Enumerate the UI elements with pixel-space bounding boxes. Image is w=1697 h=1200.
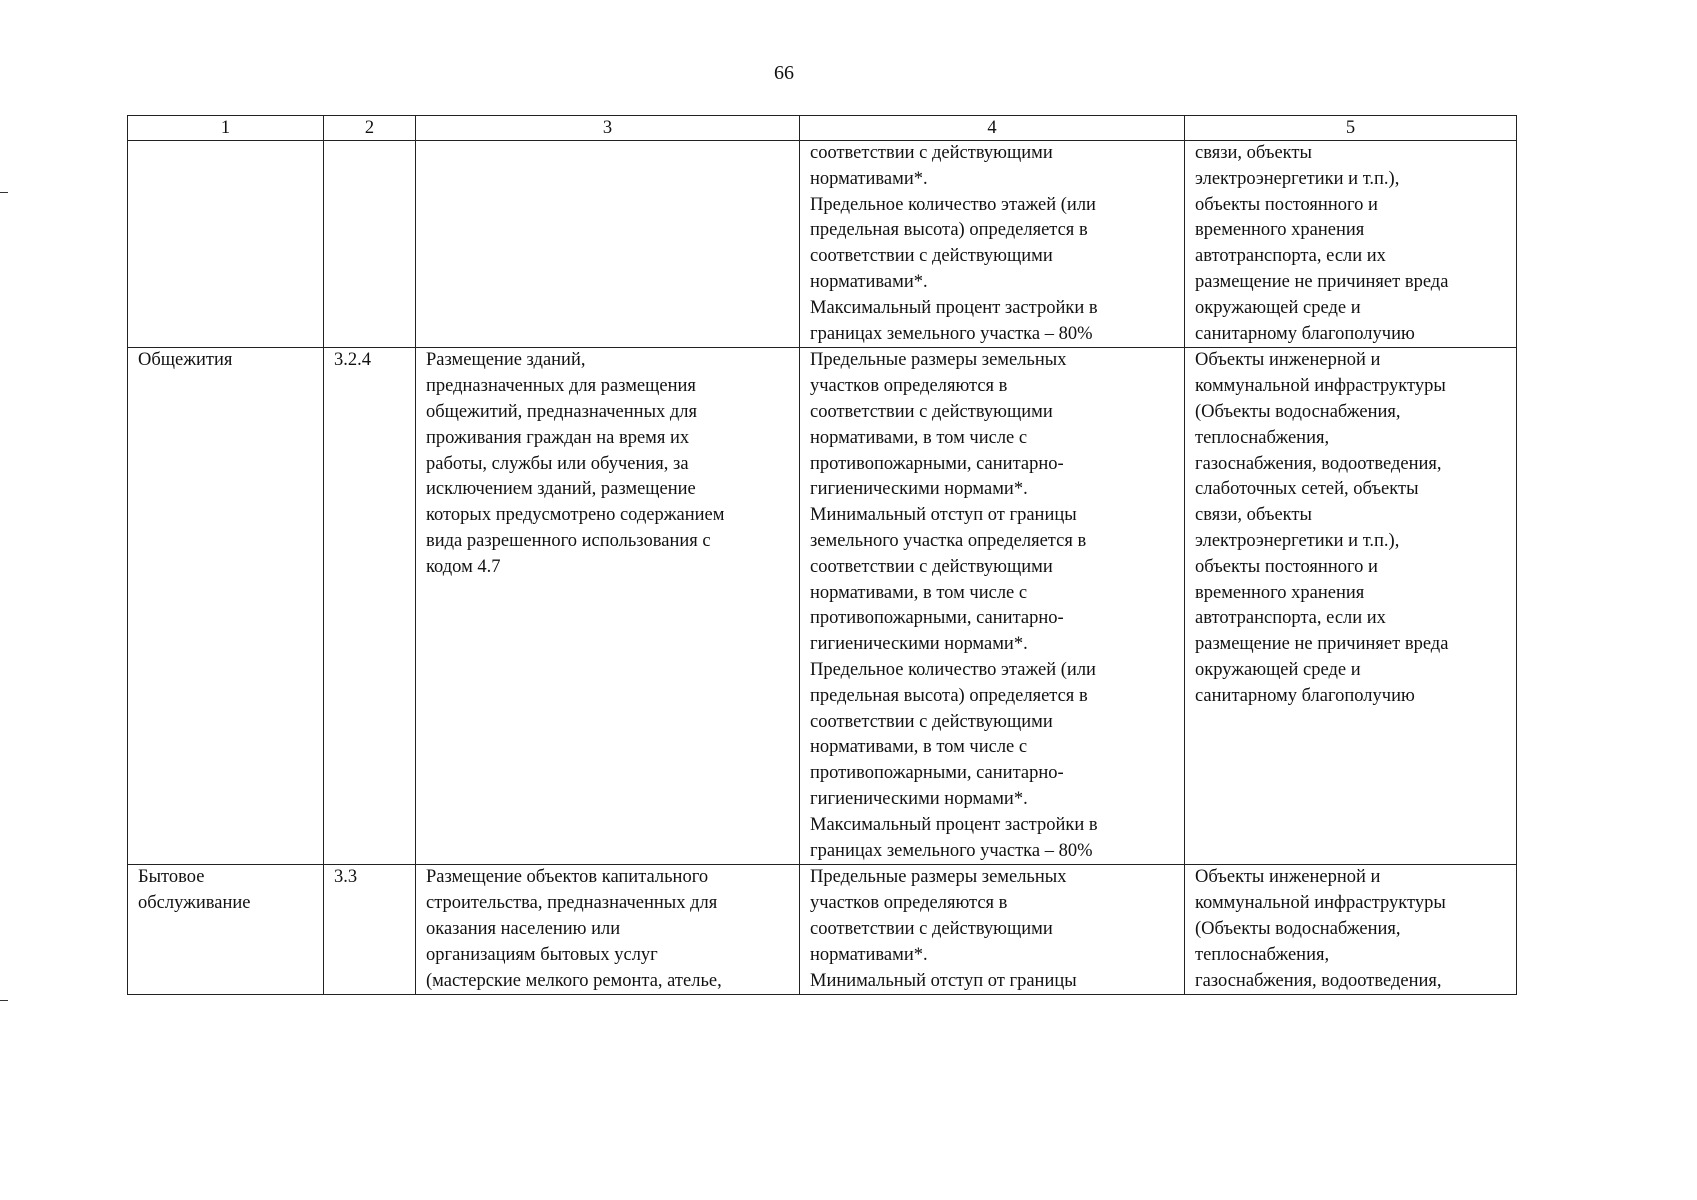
auxiliary-uses: связи, объекты электроэнергетики и т.п.), объекты постоянного и временного хранения автотранспорта, если их размещение не причиняет вреда окружающей среде и санитарному благополучию [1185,141,1517,348]
scan-edge-mark [0,192,8,193]
land-use-table [127,115,1517,995]
use-type-code: 3.2.4 [324,348,416,865]
column-number: 2 [324,116,416,141]
table-row [128,141,1517,348]
use-type-code [324,141,416,348]
use-type-name: Общежития [128,348,324,865]
column-number: 4 [800,116,1185,141]
use-type-description [416,141,800,348]
page-number: 66 [774,62,794,84]
building-parameters: Предельные размеры земельных участков определяются в соответствии с действующими нормативами*. Минимальный отступ от границы [800,865,1185,995]
use-type-name [128,141,324,348]
scan-edge-mark [0,1000,8,1001]
building-parameters: соответствии с действующими нормативами*. Предельное количество этажей (или предельная высота) определяется в соответствии с действующими нормативами*. Максимальный процент застройки в границах земельного участка – 80% [800,141,1185,348]
table-row [128,348,1517,865]
column-number-row [128,116,1517,141]
use-type-description: Размещение зданий, предназначенных для размещения общежитий, предназначенных для проживания граждан на время их работы, службы или обучения, за исключением зданий, размещение которых предусмотрено содержанием вида разрешенного использования с кодом 4.7 [416,348,800,865]
column-number: 5 [1185,116,1517,141]
column-number: 1 [128,116,324,141]
auxiliary-uses: Объекты инженерной и коммунальной инфраструктуры (Объекты водоснабжения, теплоснабжения, газоснабжения, водоотведения, слаботочных сетей, объекты связи, объекты электроэнергетики и т.п.), объекты постоянного и временного хранения автотранспорта, если их размещение не причиняет вреда окружающей среде и санитарному благополучию [1185,348,1517,865]
use-type-name: Бытовое обслуживание [128,865,324,995]
table-row [128,865,1517,995]
auxiliary-uses: Объекты инженерной и коммунальной инфраструктуры (Объекты водоснабжения, теплоснабжения, газоснабжения, водоотведения, [1185,865,1517,995]
use-type-code: 3.3 [324,865,416,995]
column-number: 3 [416,116,800,141]
building-parameters: Предельные размеры земельных участков определяются в соответствии с действующими нормативами, в том числе с противопожарными, санитарно- гигиеническими нормами*. Минимальный отступ от границы земельного участка определяется в соответствии с действующими нормативами, в том числе с противопожарными, санитарно- гигиеническими нормами*. Предельное количество этажей (или предельная высота) определяется в соответствии с действующими нормативами, в том числе с противопожарными, санитарно- гигиеническими нормами*. Максимальный процент застройки в границах земельного участка – 80% [800,348,1185,865]
use-type-description: Размещение объектов капитального строительства, предназначенных для оказания населению или организациям бытовых услуг (мастерские мелкого ремонта, ателье, [416,865,800,995]
